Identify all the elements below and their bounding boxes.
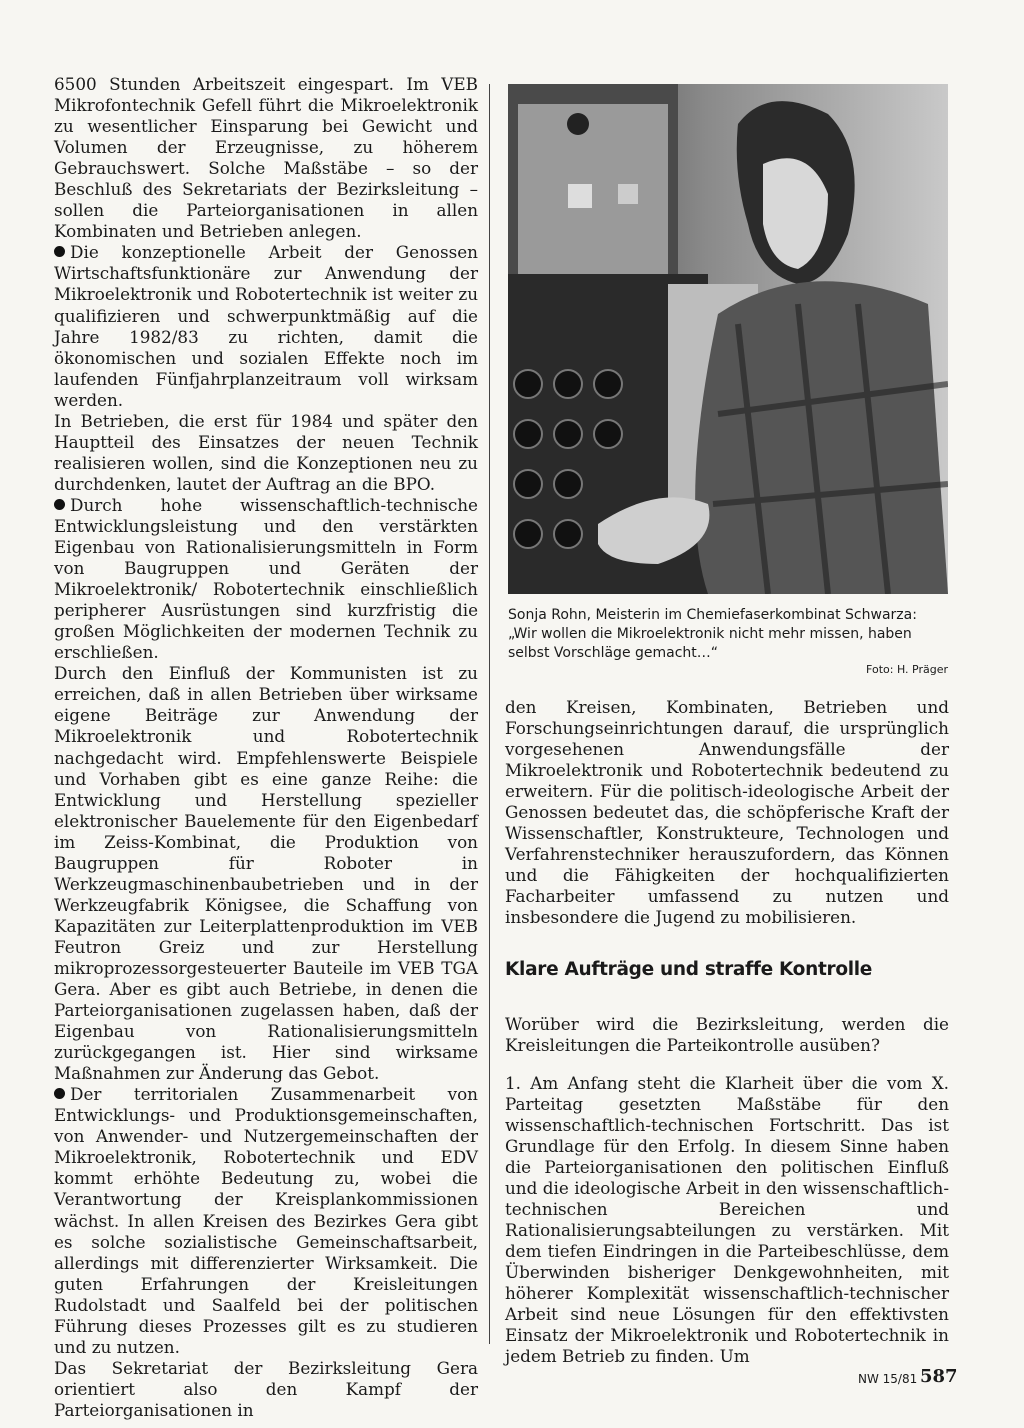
paragraph: den Kreisen, Kombinaten, Betrieben und Forschungseinrichtungen darauf, die ursprünglich vorgesehenen Anwendungsfälle der Mikroelektronik und Robotertechnik bedeutend zu erweitern. Für die politisch-ideologische Arbeit der Genossen bedeutet das, die schöpferische Kraft der Wissenschaftler, Konstrukteure, Technologen und Verfahrenstechniker herauszufordern, das Können und die Fähigkeiten der hochqualifizierten Facharbeiter umfassend zu nutzen und insbesondere die Jugend zu mobilisieren. [505, 697, 949, 928]
paragraph: Worüber wird die Bezirksleitung, werden die Kreisleitungen die Parteikontrolle ausüben? [505, 1013, 949, 1055]
photo [508, 84, 948, 594]
page-number: 587 [920, 1366, 958, 1387]
bullet-paragraph: Durch hohe wissenschaftlich-technische Entwicklungsleistung und den verstärkten Eigenbau von Rationalisierungsmitteln in Form von Baugruppen und Geräten der Mikroelektronik/ Robotertechnik einschließlich peripherer Ausrüstungen sind kurzfristig die großen Möglichkeiten der modernen Technik zu erschließen. [54, 494, 478, 663]
caption-text: Sonja Rohn, Meisterin im Chemiefaserkombinat Schwarza: „Wir wollen die Mikroelektronik nicht mehr missen, haben selbst Vorschläge gemacht…“ [508, 607, 917, 661]
right-column-bottom [505, 997, 949, 1384]
bullet-paragraph: Der territorialen Zusammenarbeit von Entwicklungs- und Produktionsgemeinschaften, von Anwender- und Nutzergemeinschaften der Mikroelektronik, Robotertechnik und EDV kommt erhöhte Bedeutung zu, wobei die Verantwortung der Kreisplankommissionen wächst. In allen Kreisen des Bezirkes Gera gibt es solche sozialistische Gemeinschaftsarbeit, allerdings mit differenzierter Wirksamkeit. Die guten Erfahrungen der Kreisleitungen Rudolstadt und Saalfeld bei der politischen Führung dieses Prozesses gilt es zu studieren und zu nutzen. [54, 1084, 478, 1357]
paragraph: 6500 Stunden Arbeitszeit eingespart. Im VEB Mikrofontechnik Gefell führt die Mikroelektronik zu wesentlicher Einsparung bei Gewicht und Volumen der Erzeugnisse, zu höherem Gebrauchswert. Solche Maßstäbe – so der Beschluß des Sekretariats der Bezirksleitung – sollen die Parteiorganisationen in allen Kombinaten und Betrieben anlegen. [54, 74, 478, 242]
bullet-paragraph: Die konzeptionelle Arbeit der Genossen Wirtschaftsfunktionäre zur Anwendung der Mikroelektronik und Robotertechnik ist weiter zu qualifizieren und schwerpunktmäßig auf die Jahre 1982/83 zu richten, damit die ökonomischen und sozialen Effekte noch im laufenden Fünfjahrplanzeitraum voll wirksam werden. [54, 242, 478, 410]
photo-credit: Foto: H. Präger [866, 663, 948, 676]
paragraph: In Betrieben, die erst für 1984 und später den Hauptteil des Einsatzes der neuen Technik realisieren wollen, sind die Konzeptionen neu zu durchdenken, lautet der Auftrag an die BPO. [54, 410, 478, 494]
left-column [54, 74, 478, 1421]
right-column-top [505, 697, 949, 929]
photo-illustration [508, 84, 948, 594]
section-heading: Klare Aufträge und straffe Kontrolle [505, 959, 873, 980]
issue-number: NW 15/81 [858, 1372, 918, 1386]
column-divider [489, 84, 490, 1344]
paragraph: 1. Am Anfang steht die Klarheit über die vom X. Parteitag gesetzten Maßstäbe für den wissenschaftlich-technischen Fortschritt. Das ist Grundlage für den Erfolg. In diesem Sinne haben die Parteiorganisationen den politischen Einfluß und die ideologische Arbeit in den wissenschaftlich-technischen Bereichen und Rationalisierungsabteilungen zu verstärken. Mit dem tiefen Eindringen in die Parteibeschlüsse, dem Überwinden bisheriger Denkgewohnheiten, mit höherer Komplexität wissenschaftlich-technischer Arbeit sind neue Lösungen für den effektivsten Einsatz der Mikroelektronik und Robotertechnik in jedem Betrieb zu finden. Um [505, 1072, 949, 1367]
paragraph: Durch den Einfluß der Kommunisten ist zu erreichen, daß in allen Betrieben über wirksame eigene Beiträge zur Anwendung der Mikroelektronik und Robotertechnik nachgedacht wird. Empfehlenswerte Beispiele und Vorhaben gibt es eine ganze Reihe: die Entwicklung und Herstellung spezieller elektronischer Bauelemente für den Eigenbedarf im Zeiss-Kombinat, die Produktion von Baugruppen für Roboter in Werkzeugmaschinenbaubetrieben und in der Werkzeugfabrik Königsee, die Schaffung von Kapazitäten zur Leiterplattenproduktion im VEB Feutron Greiz und zur Herstellung mikroprozessorgesteuerter Bauteile im VEB TGA Gera. Aber es gibt auch Betriebe, in denen die Parteiorganisationen zugelassen haben, daß der Eigenbau von Rationalisierungsmitteln zurückgegangen ist. Hier sind wirksame Maßnahmen zur Änderung das Gebot. [54, 663, 478, 1084]
paragraph: Das Sekretariat der Bezirksleitung Gera orientiert also den Kampf der Parteiorganisationen in [54, 1357, 478, 1420]
photo-caption [508, 606, 948, 676]
